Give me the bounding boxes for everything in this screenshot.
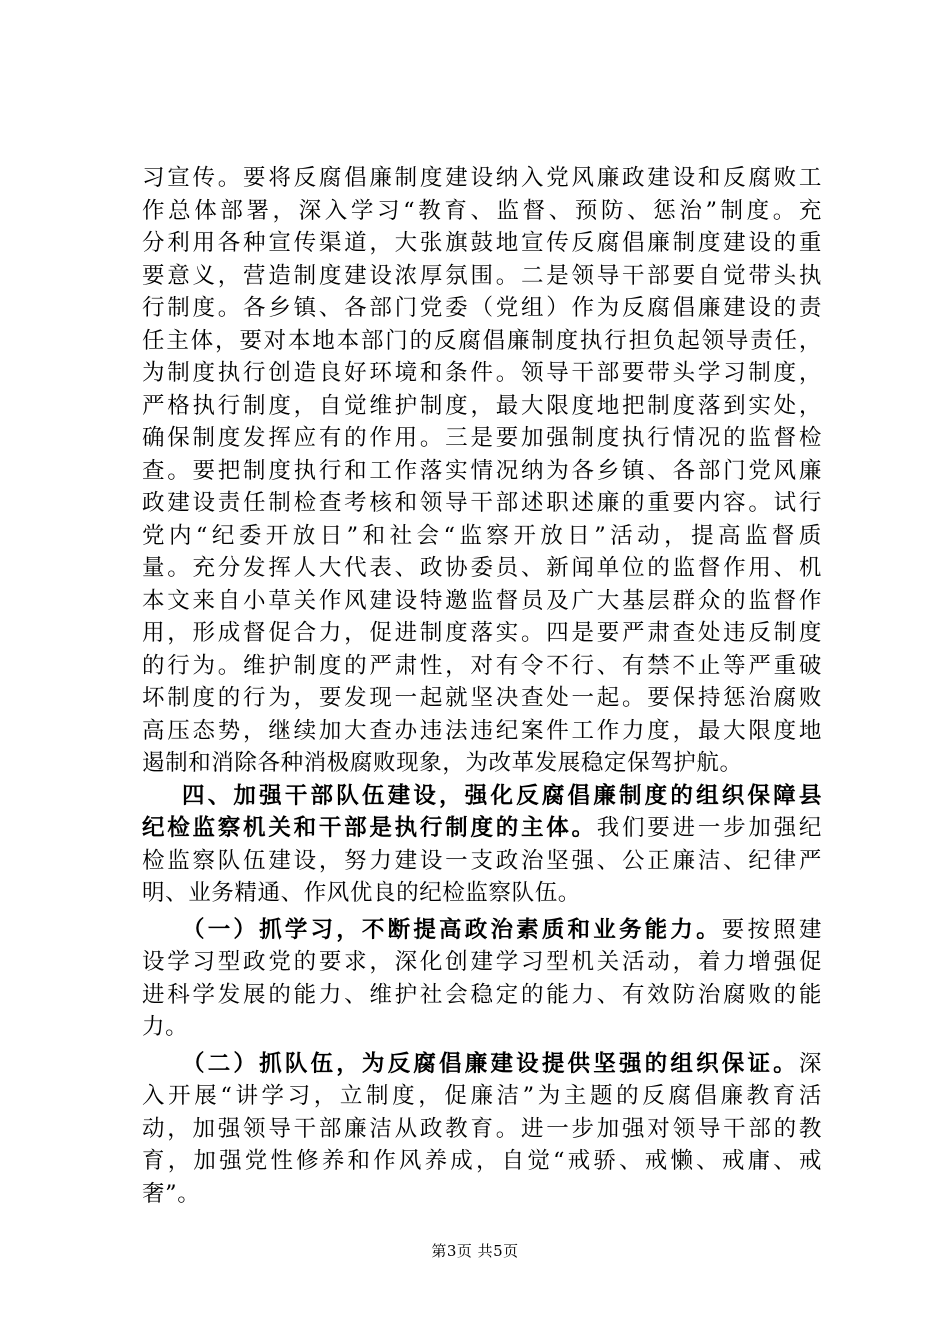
page-number-footer: 第3页 共5页: [431, 1242, 519, 1260]
text-line: 力。: [142, 1014, 189, 1040]
text-span: 我们要进一步加强纪: [596, 815, 822, 841]
text-line: [142, 1048, 822, 1081]
section-heading: 四、加强干部队伍建设，强化反腐倡廉制度的组织保障县: [182, 782, 822, 809]
text-line: 查。要把制度执行和工作落实情况纳为各乡镇、各部门党风廉: [142, 457, 822, 484]
text-line: 党内“纪委开放日”和社会“监察开放日”活动，提高监督质: [142, 522, 822, 549]
subsection-heading: （二）抓队伍，为反腐倡廉建设提供坚强的组织保证。: [182, 1050, 799, 1077]
text-line: 政建设责任制检查考核和领导干部述职述廉的重要内容。试行: [142, 490, 822, 516]
text-line: 为制度执行创造良好环境和条件。领导干部要带头学习制度，: [142, 360, 822, 386]
text-line: 设学习型政党的要求，深化创建学习型机关活动，着力增强促: [142, 949, 822, 975]
text-span: 深: [798, 1050, 822, 1077]
text-line: 进科学发展的能力、维护社会稳定的能力、有效防治腐败的能: [142, 981, 822, 1008]
text-line: 习宣传。要将反腐倡廉制度建设纳入党风廉政建设和反腐败工: [142, 165, 822, 191]
text-line: 动，加强领导干部廉洁从政教育。进一步加强对领导干部的教: [142, 1115, 822, 1142]
section-4: [142, 780, 822, 910]
text-line: 量。充分发挥人大代表、政协委员、新闻单位的监督作用、机: [142, 555, 822, 581]
text-span: 要按照建: [721, 916, 822, 943]
text-line: 坏制度的行为，要发现一起就坚决查处一起。要保持惩治腐败: [142, 685, 822, 711]
subsection-heading: （一）抓学习，不断提高政治素质和业务能力。: [182, 916, 722, 943]
text-line: 行制度。各乡镇、各部门党委（党组）作为反腐倡廉建设的责: [142, 295, 822, 321]
text-line: 高压态势，继续加大查办违法违纪案件工作力度，最大限度地: [142, 717, 822, 744]
text-line: 本文来自小草关作风建设特邀监督员及广大基层群众的监督作: [142, 587, 822, 614]
subsection-1: [142, 914, 822, 1044]
text-line: 入开展“讲学习，立制度，促廉洁”为主题的反腐倡廉教育活: [142, 1083, 822, 1109]
text-line: 确保制度发挥应有的作用。三是要加强制度执行情况的监督检: [142, 425, 822, 451]
text-line: 任主体，要对本地本部门的反腐倡廉制度执行担负起领导责任，: [142, 327, 822, 354]
subsection-2: [142, 1048, 822, 1211]
text-line: 用，形成督促合力，促进制度落实。四是要严肃查处违反制度: [142, 620, 822, 646]
text-line: [142, 812, 822, 845]
text-line: 明、业务精通、作风优良的纪检监察队伍。: [142, 880, 581, 906]
text-line: 严格执行制度，自觉维护制度，最大限度地把制度落到实处，: [142, 392, 822, 419]
text-line: 检监察队伍建设，努力建设一支政治坚强、公正廉洁、纪律严: [142, 847, 822, 874]
text-line: 作总体部署，深入学习“教育、监督、预防、惩治”制度。充: [142, 197, 822, 224]
section-heading-continued: 纪检监察机关和干部是执行制度的主体。: [142, 815, 597, 841]
body-text: [142, 162, 822, 1210]
text-line: 育，加强党性修养和作风养成，自觉“戒骄、戒懒、戒庸、戒: [142, 1148, 822, 1174]
text-line: 分利用各种宣传渠道，大张旗鼓地宣传反腐倡廉制度建设的重: [142, 230, 822, 256]
paragraph-1: [142, 162, 822, 780]
text-line: 的行为。维护制度的严肃性，对有令不行、有禁不止等严重破: [142, 652, 822, 679]
text-line: 奢”。: [142, 1180, 201, 1207]
text-line: 要意义，营造制度建设浓厚氛围。二是领导干部要自觉带头执: [142, 262, 822, 289]
text-line: [142, 914, 822, 947]
text-line: 遏制和消除各种消极腐败现象，为改革发展稳定保驾护航。: [142, 750, 743, 776]
